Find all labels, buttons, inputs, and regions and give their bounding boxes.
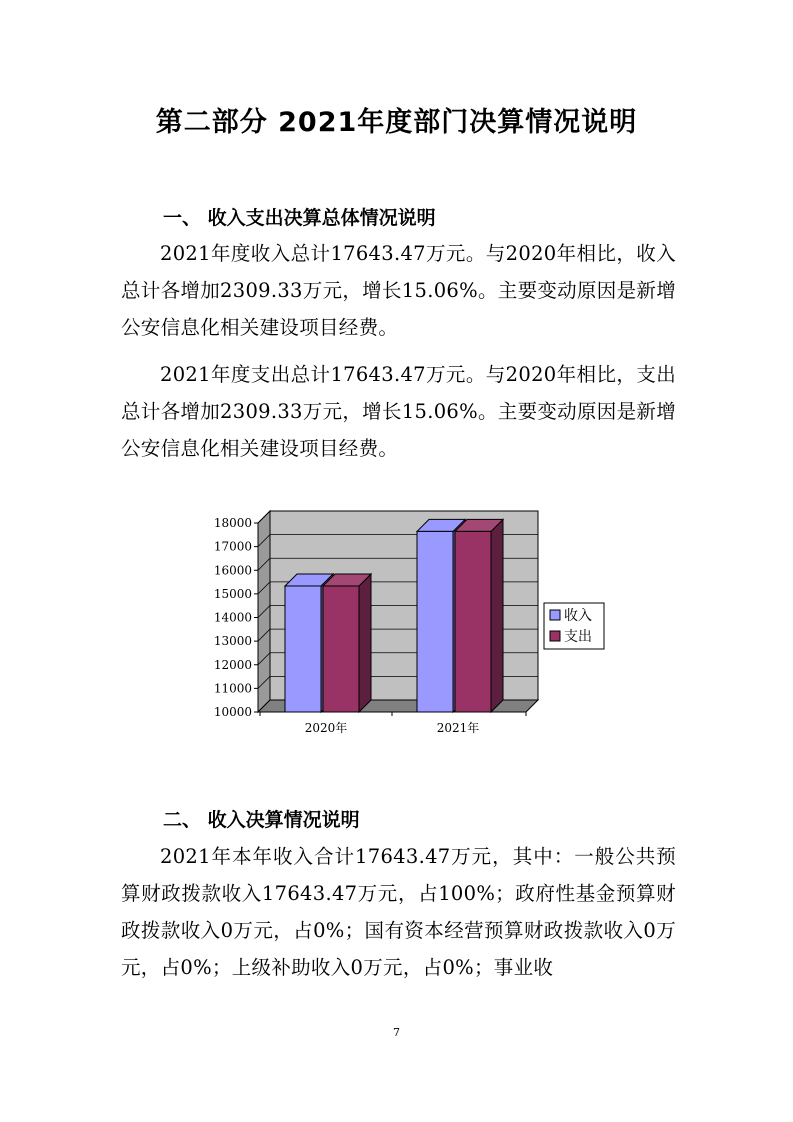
page-title: 第二部分 2021年度部门决算情况说明: [155, 107, 638, 138]
section-heading-overview: 一、 收入支出决算总体情况说明: [163, 207, 436, 229]
y-tick-label: 11000: [213, 681, 252, 696]
paragraph-income-detail: 2021年本年收入合计17643.47万元，其中：一般公共预算财政拨款收入17643.47万元，占100%；政府性基金预算财政拨款收入0万元，占0%；国有资本经营预算财政拨款收入0万元，占0%；上级补助收入0万元，占0%；事业收: [121, 845, 676, 979]
bar-支出-2021年: [455, 531, 491, 712]
income-expense-bar-chart: [196, 505, 626, 737]
y-tick-label: 18000: [213, 516, 252, 530]
legend-label: 支出: [564, 629, 592, 645]
legend-swatch-收入: [550, 610, 560, 620]
y-tick-label: 15000: [213, 586, 252, 601]
x-tick-label: 2021年: [436, 721, 480, 735]
bar-支出-2020年: [323, 586, 359, 712]
y-tick-label: 13000: [213, 634, 252, 649]
section-heading-income: 二、 收入决算情况说明: [163, 809, 360, 831]
y-tick-label: 17000: [213, 539, 252, 554]
y-tick-label: 14000: [213, 610, 252, 625]
bar-收入-2020年: [285, 586, 321, 712]
bar-side-支出: [359, 574, 371, 712]
legend-swatch-支出: [550, 631, 560, 641]
bar-收入-2021年: [417, 531, 453, 712]
legend-label: 收入: [564, 608, 592, 624]
y-tick-label: 16000: [213, 563, 252, 578]
y-tick-label: 10000: [213, 705, 252, 719]
y-tick-label: 12000: [213, 657, 252, 672]
paragraph-expense-total: 2021年度支出总计17643.47万元。与2020年相比，支出总计各增加2309.33万元，增长15.06%。主要变动原因是新增公安信息化相关建设项目经费。: [121, 363, 676, 460]
paragraph-income-total: 2021年度收入总计17643.47万元。与2020年相比，收入总计各增加2309.33万元，增长15.06%。主要变动原因是新增公安信息化相关建设项目经费。: [121, 242, 676, 339]
bar-side-支出: [491, 519, 503, 712]
x-tick-label: 2020年: [304, 721, 348, 735]
page-number: 7: [393, 1026, 400, 1039]
